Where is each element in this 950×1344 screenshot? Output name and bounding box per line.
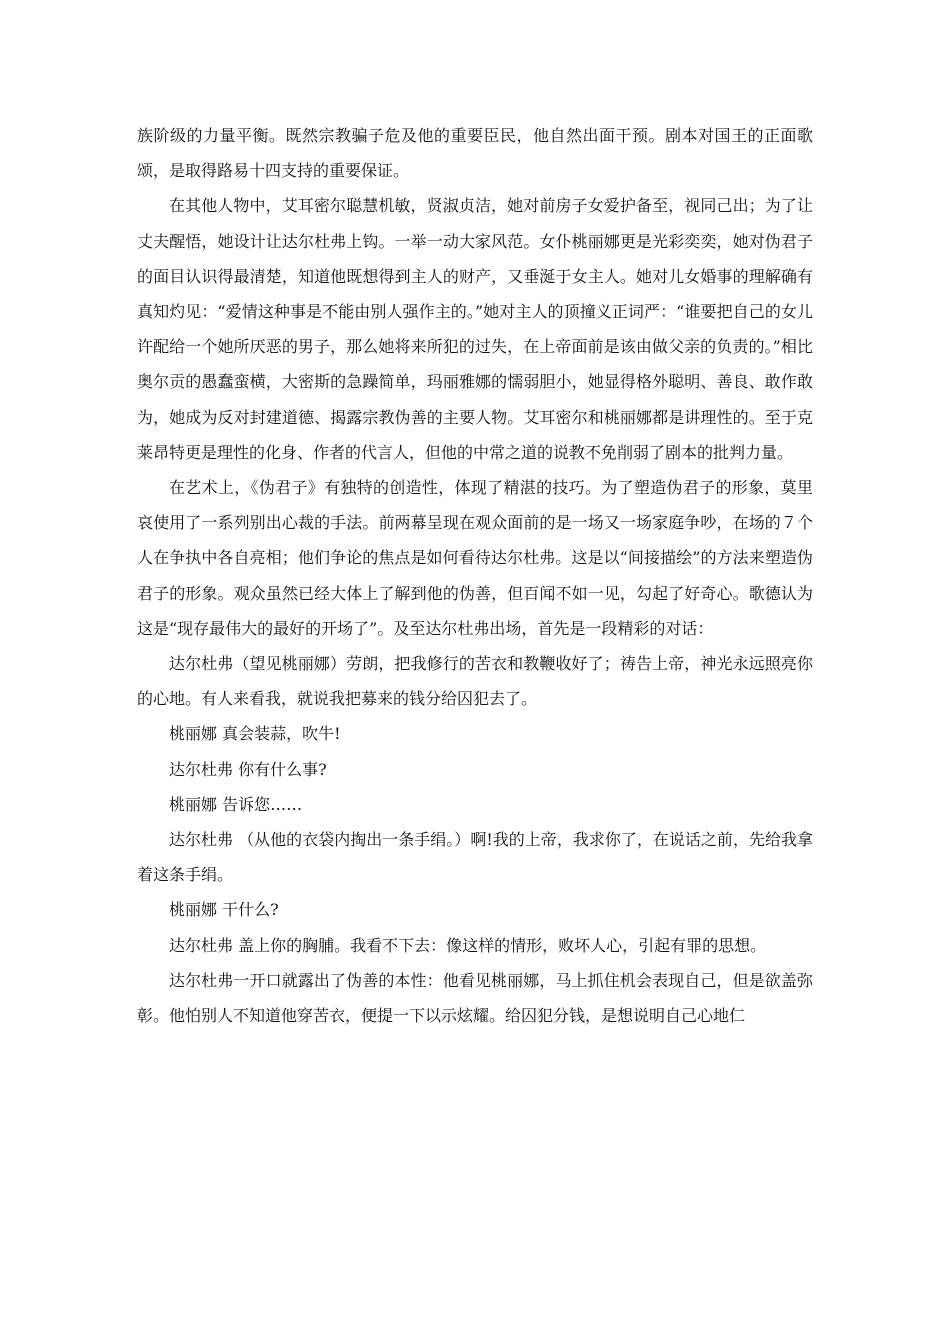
paragraph-2: 在其他人物中，艾耳密尔聪慧机敏，贤淑贞洁，她对前房子女爱护备至，视同己出；为了让丈夫醒悟，她设计让达尔杜弗上钩。一举一动大家风范。女仆桃丽娜更是光彩奕奕，她对伪君子的面目认识得最清楚，知道他既想得到主人的财产，又垂涎于女主人。她对儿女婚事的理解确有真知灼见：“爱情这种事是不能由别人强作主的。”她对主人的顶撞义正词严：“谁要把自己的女儿许配给一个她所厌恶的男子，那么她将来所犯的过失，在上帝面前是该由做父亲的负责的。”相比奥尔贡的愚蠢蛮横，大密斯的急躁简单，玛丽雅娜的懦弱胆小，她显得格外聪明、善良、敢作敢为，她成为反对封建道德、揭露宗教伪善的主要人物。艾耳密尔和桃丽娜都是讲理性的。至于克莱昂特更是理性的化身、作者的代言人，但他的中常之道的说教不免削弱了剧本的批判力量。 (137, 196, 813, 462)
paragraph-1: 族阶级的力量平衡。既然宗教骗子危及他的重要臣民，他自然出面干预。剧本对国王的正面歌颂，是取得路易十四支持的重要保证。 (137, 126, 813, 181)
dialogue-line-7: 达尔杜弗 盖上你的胸脯。我看不下去：像这样的情形，败坏人心，引起有罪的思想。 (169, 935, 767, 955)
dialogue-line-5: 达尔杜弗 （从他的衣袋内掏出一条手绢。）啊!我的上帝，我求你了，在说话之前，先给我拿着这条手绢。 (137, 830, 813, 885)
dialogue-line-6: 桃丽娜 干什么? (169, 900, 279, 920)
paragraph-4: 达尔杜弗一开口就露出了伪善的本性：他看见桃丽娜，马上抓住机会表现自己，但是欲盖弥彰。他怕别人不知道他穿苦衣，便提一下以示炫耀。给囚犯分钱，是想说明自己心地仁 (137, 970, 813, 1026)
document-body (137, 118, 813, 1033)
dialogue-line-4: 桃丽娜 告诉您…… (169, 794, 303, 814)
dialogue-line-3: 达尔杜弗 你有什么事? (169, 759, 327, 779)
paragraph-3: 在艺术上，《伪君子》有独特的创造性，体现了精湛的技巧。为了塑造伪君子的形象，莫里哀使用了一系列别出心裁的手法。前两幕呈现在观众面前的是一场又一场家庭争吵，在场的７个人在争执中各自亮相；他们争论的焦点是如何看待达尔杜弗。这是以“间接描绘”的方法来塑造伪君子的形象。观众虽然已经大体上了解到他的伪善，但百闻不如一见，勾起了好奇心。歌德认为这是“现存最伟大的最好的开场了”。及至达尔杜弗出场，首先是一段精彩的对话： (137, 478, 813, 638)
dialogue-line-2: 桃丽娜 真会装蒜，吹牛! (169, 724, 341, 744)
dialogue-line-1: 达尔杜弗（望见桃丽娜）劳朗，把我修行的苦衣和教鞭收好了；祷告上帝，神光永远照亮你的心地。有人来看我，就说我把募来的钱分给囚犯去了。 (137, 654, 813, 709)
